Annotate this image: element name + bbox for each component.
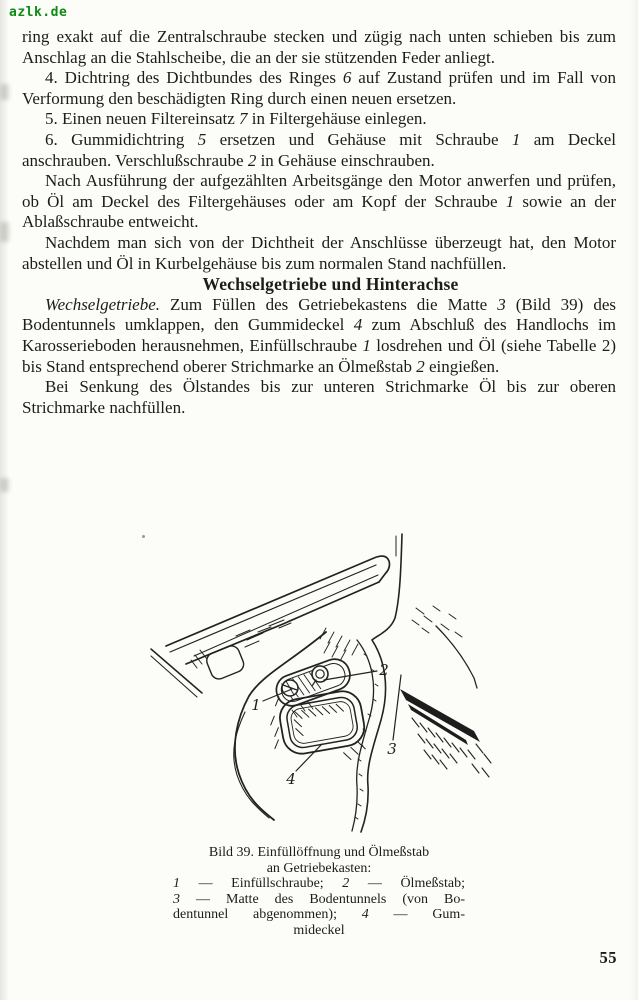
text-segment: 2 — [416, 356, 425, 376]
text-segment: 6. Gummidichtring — [45, 129, 198, 149]
text-segment: in Gehäuse einschrauben. — [256, 150, 435, 170]
text-segment: Wechselgetriebe. — [45, 294, 161, 314]
text-segment: 4 — [353, 315, 363, 335]
text-segment: 6 — [342, 68, 352, 88]
text-segment: am Deckel anschrauben. Verschlußschraube — [22, 129, 617, 170]
text-segment: Bei Senkung des Ölstandes bis zur unteren Strichmarke Öl bis zur oberen Strichmarke nachfüllen. — [22, 377, 616, 417]
text-segment: 1 — [362, 335, 371, 355]
figure-callout-1: 1 — [251, 696, 261, 714]
paragraph — [22, 109, 616, 130]
caption-title-line2: an Getriebekasten: — [266, 860, 372, 876]
paragraph — [22, 68, 616, 109]
figure-callout-3: 3 — [387, 740, 397, 758]
paragraph — [22, 27, 616, 68]
caption-title-line1: Bild 39. Einfüllöffnung und Ölmeßstab — [208, 845, 430, 860]
text-segment: — Einfüllschraube; — [180, 876, 343, 892]
tunnel-panel — [166, 556, 390, 681]
text-segment: (Bild 39) des Bodentunnels umklappen, den Gummideckel — [22, 294, 616, 335]
page-number: 55 — [599, 948, 617, 967]
text-segment: — Matte des Bodentunnels (von Bo- — [180, 891, 465, 907]
scan-smudge — [0, 222, 9, 242]
paragraph — [22, 377, 616, 418]
text-segment: 1 — [511, 129, 521, 149]
text-segment: 5. Einen neuen Filtereinsatz — [45, 109, 240, 129]
text-segment: 3 — [173, 891, 180, 907]
figure-39-illustration — [150, 528, 495, 840]
scan-smudge — [0, 84, 9, 100]
text-segment: Zum Füllen des Getriebekastens die Matte — [160, 294, 498, 314]
figure-caption — [173, 845, 465, 939]
mat-wedge — [400, 689, 491, 777]
text-segment: 4 — [361, 907, 369, 923]
tunnel-right-edge — [352, 534, 402, 832]
text-segment: — Gum- — [368, 907, 465, 923]
text-segment: ersetzen und Gehäuse mit Schraube — [206, 129, 512, 149]
paragraph — [22, 171, 616, 233]
text-segment: sowie an der Ablaßschraube entweicht. — [22, 191, 616, 232]
text-segment: eingießen. — [424, 356, 500, 376]
body-text — [22, 27, 616, 418]
text-segment: 4. Dichtring des Dichtbundes des Ringes — [45, 68, 343, 88]
text-segment: in Filtergehäuse einlegen. — [247, 109, 427, 129]
gearbox-filler-drawing — [150, 528, 495, 840]
text-segment: 3 — [497, 294, 506, 314]
text-segment: 2 — [342, 876, 350, 892]
paragraph — [22, 233, 616, 274]
text-segment: 2 — [247, 150, 257, 170]
text-segment: Nach Ausführung der aufgezählten Arbeitsgänge den Motor anwerfen und prüfen, ob Öl am Deckel des Filtergehäuses oder am Kopf der Schraube — [22, 171, 616, 211]
tunnel-left-edge — [234, 632, 326, 820]
caption-legend-line — [173, 892, 465, 908]
text-segment: 7 — [239, 109, 248, 129]
paragraph — [22, 130, 616, 171]
caption-legend-line — [173, 907, 465, 923]
text-segment: 1 — [505, 191, 515, 211]
caption-legend-line — [173, 923, 465, 939]
scan-smudge — [0, 478, 9, 492]
text-segment: auf Zustand prüfen und im Fall von Verformung den beschädigten Ring durch einen neuen ersetzen. — [22, 68, 616, 108]
figure-callout-2: 2 — [379, 661, 389, 679]
carpet-texture — [412, 606, 477, 688]
text-segment: dentunnel abgenommen); — [173, 907, 362, 923]
figure-callout-4: 4 — [286, 770, 296, 788]
scan-speck — [142, 535, 145, 538]
text-segment: 5 — [197, 129, 207, 149]
watermark-azlk: azlk.de — [9, 5, 68, 20]
text-segment: — Ölmeßstab; — [349, 876, 465, 892]
text-segment: mideckel — [293, 922, 345, 938]
text-segment: Nachdem man sich von der Dichtheit der Anschlüsse überzeugt hat, den Motor abstellen und Öl in Kurbelgehäuse bis zum normalen Stand nachfüllen. — [22, 232, 616, 273]
caption-legend-line — [173, 876, 465, 892]
text-segment: losdrehen und Öl (siehe Tabelle 2) bis Stand entsprechend oberer Strichmarke an Ölmeßstab — [22, 335, 616, 376]
paragraph — [22, 295, 616, 377]
section-heading: Wechselgetriebe und Hinterachse — [202, 274, 459, 295]
text-segment: ring exakt auf die Zentralschraube stecken und zügig nach unten schieben bis zum Anschlag an die Stahlscheibe, die an der sie stützenden Feder anliegt. — [22, 27, 616, 67]
text-segment: zum Abschluß des Handlochs im Karosserieboden herausnehmen, Einfüllschraube — [22, 315, 616, 355]
text-segment: 1 — [173, 876, 180, 892]
